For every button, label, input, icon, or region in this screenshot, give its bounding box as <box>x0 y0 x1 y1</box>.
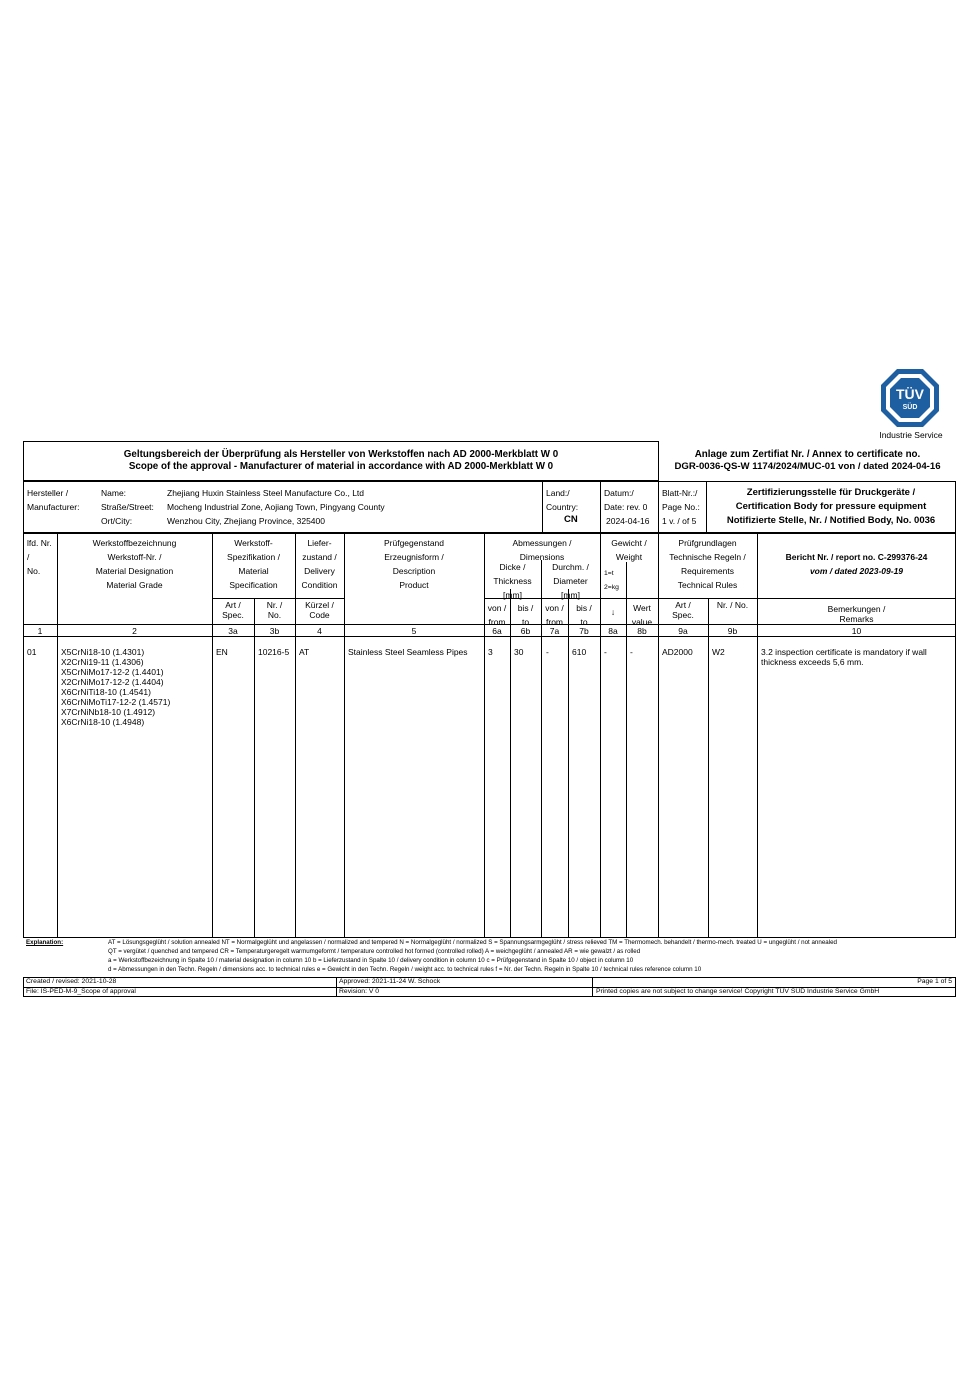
report-date: vom / dated 2023-09-19 <box>809 566 904 576</box>
cert-body-de: Zertifizierungsstelle für Druckgeräte / <box>746 487 916 498</box>
col8-header: Gewicht / Weight <box>611 538 647 562</box>
col3-header: Werkstoff- Spezifikation / Material Specification <box>227 538 280 590</box>
colnum-9a: 9a <box>678 626 688 636</box>
footer-page: Page 1 of 5 <box>917 978 952 985</box>
title-en: Scope of the approval - Manufacturer of material in accordance with AD 2000-Merkblatt W 0 <box>128 461 554 472</box>
col8a-unit-header: 1=t 2=kg <box>604 570 619 591</box>
delivery-code: AT <box>299 647 310 657</box>
name-label: Name: <box>101 488 127 498</box>
svg-text:SÜD: SÜD <box>902 404 918 411</box>
col5-header: Prüfgegenstand Erzeugnisform / Description Product <box>383 538 445 590</box>
colnum-3a: 3a <box>228 626 238 636</box>
col10-header: Bemerkungen / Remarks <box>827 604 886 624</box>
spec-number: 10216-5 <box>258 647 290 657</box>
col7-header: Durchm. / Diameter [mm] <box>552 562 589 600</box>
explanation-line-4: d = Abmessungen in den Techn. Regeln / dimensions acc. to technical rules e = Gewicht in den Techn. Regeln / weight acc. to technical rules f = Nr. der Techn. Regeln in Spalte 10 / technical rules reference column 10 <box>108 966 702 973</box>
manufacturer-name: Zhejiang Huxin Stainless Steel Manufacture Co., Ltd <box>167 488 365 498</box>
diameter-from: - <box>546 647 549 657</box>
col8b-header: Wert value <box>631 603 653 627</box>
explanation-line-3: a = Werkstoffbezeichnung in Spalte 10 / material designation in column 10 b = Lieferzustand in Spalte 10 / delivery condition in column 10 c = Prüfgegenstand in Spalte 10 / object in column 10 <box>108 957 634 964</box>
diameter-to: 610 <box>572 647 587 657</box>
sheet-value: 1 v. / of 5 <box>662 516 697 526</box>
footer-revision: Revision: V 0 <box>339 988 380 995</box>
colnum-8b: 8b <box>637 626 647 636</box>
explanation-label: Explanation: <box>26 939 64 946</box>
explanation-line-2: QT = vergütet / quenched and tempered CR = Temperaturgeregelt warmumgeformt / temperature controlled hot formed (controlled rolled) A = weichgeglüht / annealed AR = wie gewalzt / as rolled <box>108 948 641 955</box>
col3b-header: Nr. / No. <box>266 600 283 620</box>
country-label-en: Country: <box>546 502 579 512</box>
colnum-8a: 8a <box>608 626 618 636</box>
city-label: Ort/City: <box>101 516 133 526</box>
manufacturer-street: Mocheng Industrial Zone, Aojiang Town, Pingyang County <box>167 502 385 512</box>
remarks: 3.2 inspection certificate is mandatory if wall thickness exceeds 5,6 mm. <box>761 647 927 667</box>
col6a-header: von / from <box>487 603 507 627</box>
cert-body-en: Certification Body for pressure equipment <box>735 501 927 512</box>
colnum-7b: 7b <box>579 626 589 636</box>
manufacturer-label-en: Manufacturer: <box>27 502 80 512</box>
col6-header: Dicke / Thickness [mm] <box>493 562 532 600</box>
colnum-6b: 6b <box>520 626 531 636</box>
row-no: 01 <box>27 647 37 657</box>
col4-code-header: Kürzel / Code <box>305 600 334 620</box>
date-value: 2024-04-16 <box>606 516 650 526</box>
annex-certificate-no: DGR-0036-QS-W 1174/2024/MUC-01 von / dated 2024-04-16 <box>674 461 941 472</box>
footer-approved: Approved: 2021-11-24 W. Schock <box>339 978 441 985</box>
colnum-4: 4 <box>317 626 322 636</box>
date-label: Datum:/ <box>604 488 634 498</box>
technical-rule-no: W2 <box>712 647 725 657</box>
notified-body: Notifizierte Stelle, Nr. / Notified Body, No. 0036 <box>726 515 936 526</box>
col3a-header: Art / Spec. <box>222 600 244 620</box>
manufacturer-label: Hersteller / <box>27 488 69 498</box>
technical-rule: AD2000 <box>662 647 693 657</box>
country-label: Land:/ <box>546 488 570 498</box>
spec-type: EN <box>216 647 228 657</box>
explanation-line-1: AT = Lösungsgeglüht / solution annealed NT = Normalgeglüht und angelassen / normalized and tempered N = Normalgeglüht / normalized S = Spannungsarmgeglüht / stress relieved TM = Thermomech. behandelt / thermo-mech. treated U = ungeglüht / not annealed <box>108 939 837 946</box>
annex-title: Anlage zum Zertifiat Nr. / Annex to certificate no. <box>694 449 921 460</box>
product: Stainless Steel Seamless Pipes <box>348 647 468 657</box>
col4-header: Liefer- zustand / Delivery Condition <box>301 538 338 590</box>
footer-created: Created / revised: 2021-10-28 <box>26 978 117 985</box>
col6b-header: bis / to <box>517 603 534 627</box>
street-label: Straße/Street: <box>101 502 154 512</box>
col9b-header: Nr. / No. <box>716 600 749 610</box>
col9a-header: Art / Spec. <box>672 600 694 620</box>
colnum-1: 1 <box>37 626 43 636</box>
weight-value: - <box>630 647 633 657</box>
col9-header: Prüfgrundlagen Technische Regeln / Requirements Technical Rules <box>669 538 746 590</box>
arrow-down-icon: ↓ <box>610 607 616 617</box>
sheet-label: Blatt-Nr.:/ <box>662 488 698 498</box>
svg-text:TÜV: TÜV <box>896 386 924 402</box>
col1-header: lfd. Nr. / No. <box>27 538 52 576</box>
col2-header: Werkstoffbezeichnung Werkstoff-Nr. / Material Designation Material Grade <box>92 538 177 590</box>
manufacturer-city: Wenzhou City, Zhejiang Province, 325400 <box>167 516 325 526</box>
colnum-6a: 6a <box>492 626 502 636</box>
weight-unit: - <box>604 647 607 657</box>
colnum-5: 5 <box>411 626 417 636</box>
colnum-10: 10 <box>851 626 862 636</box>
footer-file: File: IS-PED-M-9_Scope of approval <box>26 988 136 995</box>
footer-notice: Printed copies are not subject to change service! Copyright TÜV SÜD Industrie Service GmbH <box>596 988 880 995</box>
col7a-header: von / from <box>545 603 564 627</box>
date-label-en: Date: rev. 0 <box>604 502 648 512</box>
title-de: Geltungsbereich der Überprüfung als Hersteller von Werkstoffen nach AD 2000-Merkblatt W 0 <box>123 449 559 460</box>
colnum-7a: 7a <box>549 626 560 636</box>
sheet-label-en: Page No.: <box>662 502 700 512</box>
tuv-sud-logo <box>880 368 940 428</box>
thickness-to: 30 <box>514 647 524 657</box>
colnum-3b: 3b <box>269 626 280 636</box>
thickness-from: 3 <box>488 647 493 657</box>
report-no: Bericht Nr. / report no. C-299376-24 <box>785 552 928 562</box>
colnum-9b: 9b <box>727 626 738 636</box>
colnum-2: 2 <box>132 626 137 636</box>
country-value: CN <box>564 514 578 525</box>
col7b-header: bis / to <box>576 603 592 627</box>
logo-caption: Industrie Service <box>879 430 943 440</box>
col67-header: Abmessungen / Dimensions <box>512 538 572 562</box>
material-grades: X5CrNi18-10 (1.4301) X2CrNi19-11 (1.4306) X5CrNiMo17-12-2 (1.4401) X2CrNiMo17-12-2 (1.4404) X6CrNiTi18-10 (1.4541) X6CrNiMoTi17-12-2 (1.4571) X7CrNiNb18-10 (1.4912) X6CrNi18-10 (1.4948) <box>61 647 171 727</box>
